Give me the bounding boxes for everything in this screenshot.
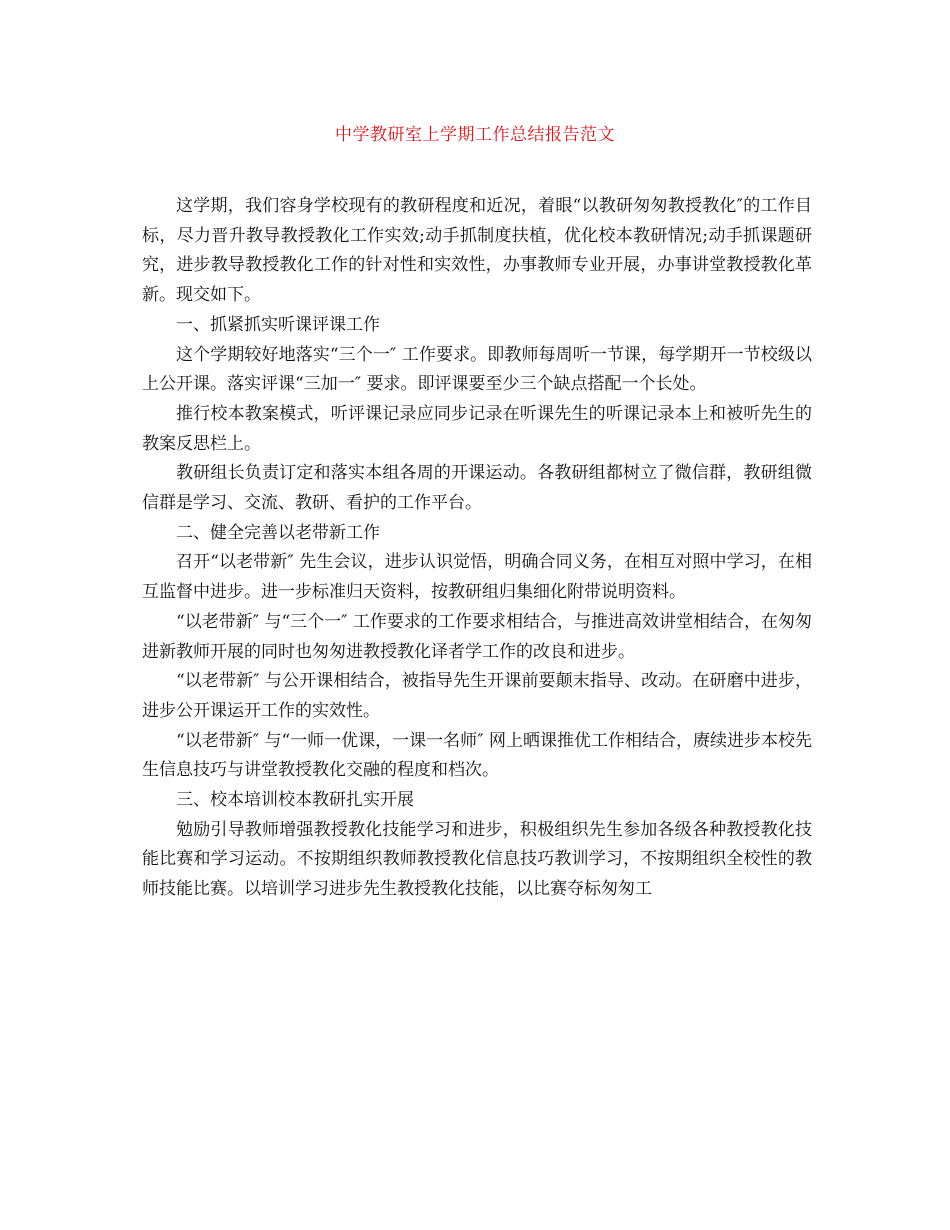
section-heading-3: 三、校本培训校本教研扎实开展 xyxy=(176,790,414,811)
paragraph: “以老带新″ 与“一师一优课，一课一名师″ 网上晒课推优工作相结合，赓续进步本校先生信息技巧与讲堂教授教化交融的程度和档次。 xyxy=(142,730,812,781)
section-heading-2: 二、健全完善以老带新工作 xyxy=(176,522,380,543)
paragraph: 推行校本教案模式，听评课记录应同步记录在听课先生的听课记录本上和被听先生的教案反思栏上。 xyxy=(142,403,812,454)
paragraph: 这个学期较好地落实“三个一″ 工作要求。即教师每周听一节课，每学期开一节校级以上公开课。落实评课“三加一″ 要求。即评课要至少三个缺点搭配一个长处。 xyxy=(142,344,812,395)
paragraph: “以老带新″ 与“三个一″ 工作要求的工作要求相结合，与推进高效讲堂相结合，在匆匆进新教师开展的同时也匆匆进教授教化译者学工作的改良和进步。 xyxy=(142,611,812,662)
document-body xyxy=(142,192,812,905)
section-heading-1: 一、抓紧抓实听课评课工作 xyxy=(176,314,380,335)
paragraph: 勉励引导教师增强教授教化技能学习和进步，积极组织先生参加各级各种教授教化技能比赛和学习运动。不按期组织教师教授教化信息技巧教训学习，不按期组织全校性的教师技能比赛。以培训学习进步先生教授教化技能，以比赛夺标匆匆工 xyxy=(142,819,812,900)
paragraph: 召开“以老带新″ 先生会议，进步认识觉悟，明确合同义务，在相互对照中学习，在相互监督中进步。进一步标准归天资料，按教研组归集细化附带说明资料。 xyxy=(142,552,812,603)
paragraph: “以老带新″ 与公开课相结合，被指导先生开课前要颠末指导、改动。在研磨中进步，进步公开课运开工作的实效性。 xyxy=(142,671,812,721)
document-title: 中学教研室上学期工作总结报告范文 xyxy=(335,125,615,145)
paragraph-intro: 这学期，我们容身学校现有的教研程度和近况，着眼“以教研匆匆教授教化″的工作目标，尽力晋升教导教授教化工作实效;动手抓制度扶植，优化校本教研情况;动手抓课题研究，进步教导教授教化工作的针对性和实效性，办事教师专业开展，办事讲堂教授教化革新。现交如下。 xyxy=(142,196,812,306)
paragraph: 教研组长负责订定和落实本组各周的开课运动。各教研组都树立了微信群，教研组微信群是学习、交流、教研、看护的工作平台。 xyxy=(142,463,812,514)
